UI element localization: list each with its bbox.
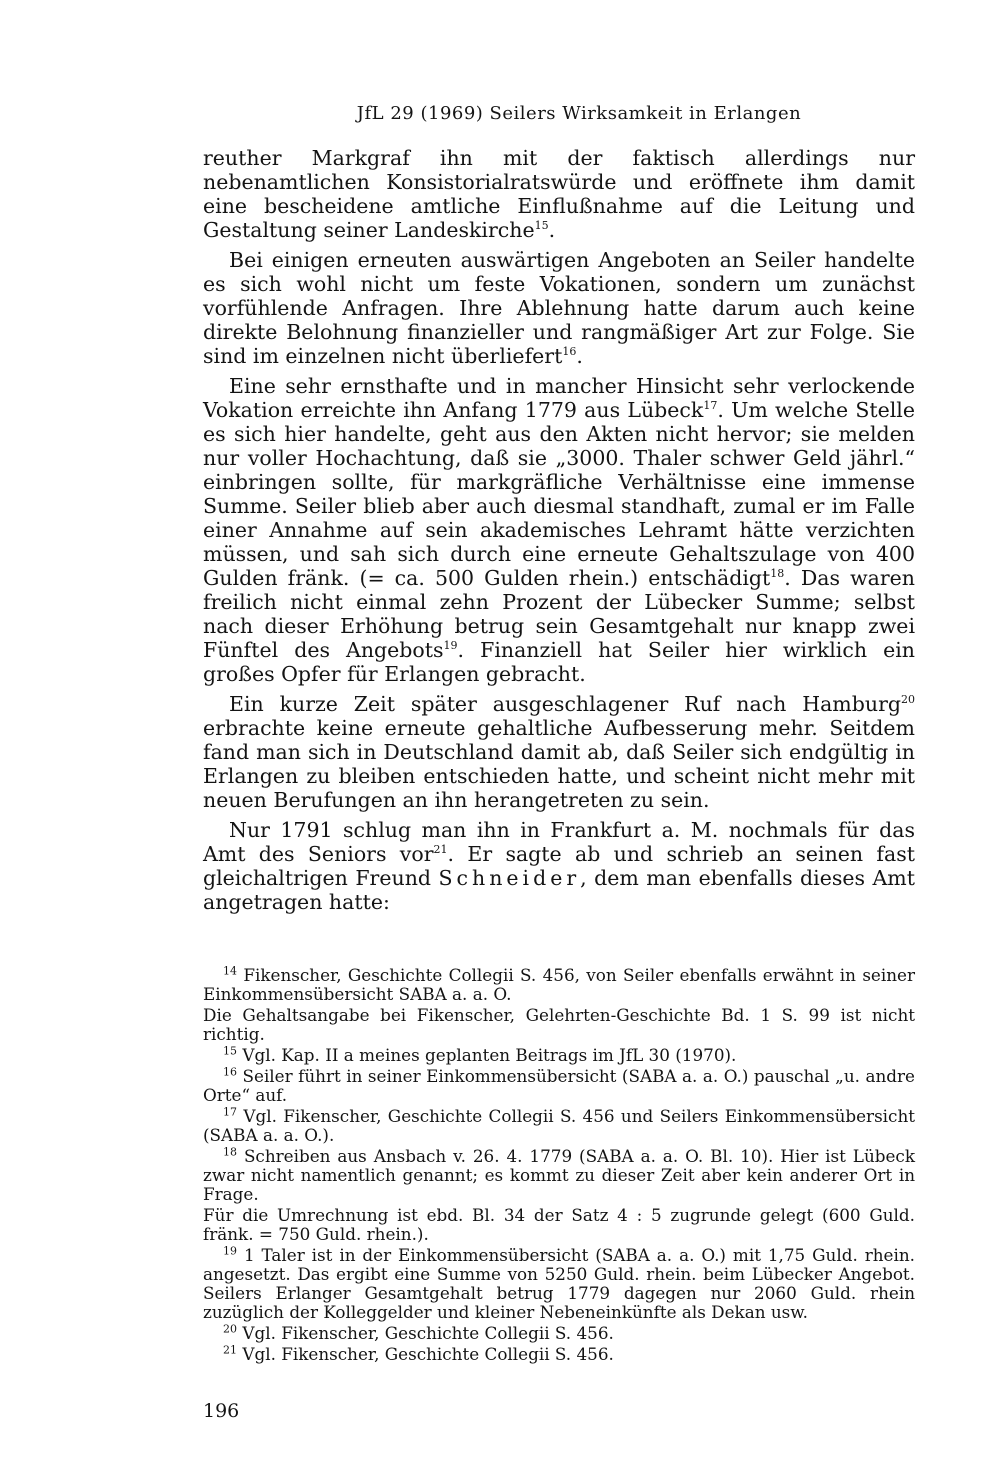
footnote-text: Vgl. Fikenscher, Geschichte Collegii S. 456.: [242, 1323, 614, 1343]
footnote-text: Fikenscher, Geschichte Collegii S. 456, von Seiler ebenfalls erwähnt in seiner Einkommensübersicht SABA a. a. O.: [203, 965, 915, 1004]
paragraph-5-part-b: . Er sagte ab und schrieb an seinen fast gleichaltrigen Freund: [203, 842, 916, 890]
footnote-19: [203, 1246, 915, 1322]
paragraph-1-end: .: [548, 218, 556, 242]
paragraph-3-part-c: . Das waren freilich nicht einmal zehn Prozent der Lübecker Summe; selbst nach dieser Erhöhung betrug sein Gesamtgehalt nur knapp zwei Fünftel des Angebots: [203, 566, 915, 662]
paragraph-3-part-b: . Um welche Stelle es sich hier handelte, geht aus den Akten nicht hervor; sie melden nur voller Hochachtung, daß sie „3000. Thaler schwer Geld jährl.“ einbringen sollte, für markgräfliche Verhältnisse eine immense Summe. Seiler blieb aber auch diesmal standhaft, zumal er im Falle einer Annahme auf sein akademisches Lehramt hätte verzichten müssen, und sah sich durch eine erneute Gehaltszulage von 400 Gulden fränk. (= ca. 500 Gulden rhein.) entschädigt: [203, 398, 915, 590]
footnote-number: 15: [223, 1044, 237, 1058]
paragraph-5: [203, 818, 915, 914]
footnote-ref-15: 15: [534, 219, 549, 233]
footnote-14: [203, 966, 915, 1004]
paragraph-3-part-a: Eine sehr ernsthafte und in mancher Hinsicht sehr verlockende Vokation erreichte ihn Anfang 1779 aus Lübeck: [203, 374, 915, 422]
paragraph-2-end: .: [576, 344, 583, 368]
body-text: [203, 146, 915, 914]
footnote-text: Schreiben aus Ansbach v. 26. 4. 1779 (SABA a. a. O. Bl. 10). Hier ist Lübeck zwar nicht namentlich genannt; es kommt zu dieser Zeit aber kein anderer Ort in Frage.: [203, 1146, 915, 1204]
footnote-text: Vgl. Fikenscher, Geschichte Collegii S. 456.: [242, 1344, 614, 1364]
footnote-text: Seiler führt in seiner Einkommensübersicht (SABA a. a. O.) pauschal „u. andre Orte“ auf.: [203, 1066, 915, 1105]
paragraph-2-text: Bei einigen erneuten auswärtigen Angeboten an Seiler handelte es sich wohl nicht um feste Vokationen, sondern um zunächst vorfühlende Anfragen. Ihre Ablehnung hatte darum auch keine direkte Belohnung finanzieller und rangmäßiger Art zur Folge. Sie sind im einzelnen nicht überliefert: [203, 248, 915, 368]
footnote-20: [203, 1324, 915, 1343]
footnote-text: Vgl. Kap. II a meines geplanten Beitrags im JfL 30 (1970).: [242, 1045, 737, 1065]
footnote-21: [203, 1345, 915, 1364]
spaced-name: Schneider: [438, 866, 581, 890]
footnote-text: Vgl. Fikenscher, Geschichte Collegii S. 456 und Seilers Einkommensübersicht (SABA a. a. O.).: [203, 1106, 915, 1145]
footnote-ref-19: 19: [443, 639, 458, 653]
footnote-text: 1 Taler ist in der Einkommensübersicht (SABA a. a. O.) mit 1,75 Guld. rhein. angesetzt. Das ergibt eine Summe von 5250 Guld. rhein. beim Lübecker Angebot. Seilers Erlanger Gesamtgehalt betrug 1779 dagegen nur 2060 Guld. rhein zuzüglich der Kolleggelder und kleiner Nebeneinkünfte als Dekan usw.: [203, 1245, 915, 1322]
paragraph-4: [203, 692, 915, 812]
running-head: JfL 29 (1969) Seilers Wirksamkeit in Erlangen: [356, 103, 802, 124]
footnote-17: [203, 1107, 915, 1145]
footnote-ref-21: 21: [433, 843, 448, 857]
paragraph-3-part-d: . Finanziell hat Seiler hier wirklich ein großes Opfer für Erlangen gebracht.: [203, 638, 915, 686]
page-number: 196: [203, 1400, 240, 1422]
footnote-number: 19: [223, 1244, 237, 1258]
paragraph-2: [203, 248, 915, 368]
paragraph-1-text: reuther Markgraf ihn mit der faktisch allerdings nur nebenamtlichen Konsistorialratswürde und eröffnete ihm damit eine bescheidene amtliche Einflußnahme auf die Leitung und Gestaltung seiner Landeskirche: [203, 146, 915, 242]
footnote-number: 16: [223, 1065, 237, 1079]
footnote-15: [203, 1046, 915, 1065]
footnote-number: 17: [223, 1105, 237, 1119]
footnote-ref-17: 17: [703, 399, 718, 413]
footnote-number: 21: [223, 1343, 237, 1357]
footnotes: [203, 966, 915, 1364]
footnote-number: 18: [223, 1145, 237, 1159]
paragraph-5-part-c: , dem man ebenfalls dieses Amt angetragen hatte:: [203, 866, 915, 914]
footnote-number: 20: [223, 1322, 237, 1336]
footnote-ref-20: 20: [901, 693, 915, 707]
footnote-ref-18: 18: [770, 567, 785, 581]
paragraph-3: [203, 374, 915, 686]
footnote-number: 14: [223, 964, 237, 978]
paragraph-1: [203, 146, 915, 242]
paragraph-5-part-a: Nur 1791 schlug man ihn in Frankfurt a. M. nochmals für das Amt des Seniors vor: [203, 818, 915, 866]
footnote-16: [203, 1067, 915, 1105]
footnote-18: [203, 1147, 915, 1204]
page: [203, 100, 915, 1422]
footnote-ref-16: 16: [562, 345, 577, 359]
paragraph-4-part-a: Ein kurze Zeit später ausgeschlagener Ruf nach Hamburg: [229, 692, 901, 716]
paragraph-4-part-b: erbrachte keine erneute gehaltliche Aufbesserung mehr. Seitdem fand man sich in Deutschland damit ab, daß Seiler sich endgültig in Erlangen zu bleiben entschieden hatte, und scheint nicht mehr mit neuen Berufungen an ihn herangetreten zu sein.: [203, 716, 915, 812]
footnote-18-continuation: Für die Umrechnung ist ebd. Bl. 34 der Satz 4 : 5 zugrunde gelegt (600 Guld. fränk. = 750 Guld. rhein.).: [203, 1205, 915, 1244]
footnote-14-continuation: Die Gehaltsangabe bei Fikenscher, Gelehrten-Geschichte Bd. 1 S. 99 ist nicht richtig.: [203, 1005, 915, 1044]
